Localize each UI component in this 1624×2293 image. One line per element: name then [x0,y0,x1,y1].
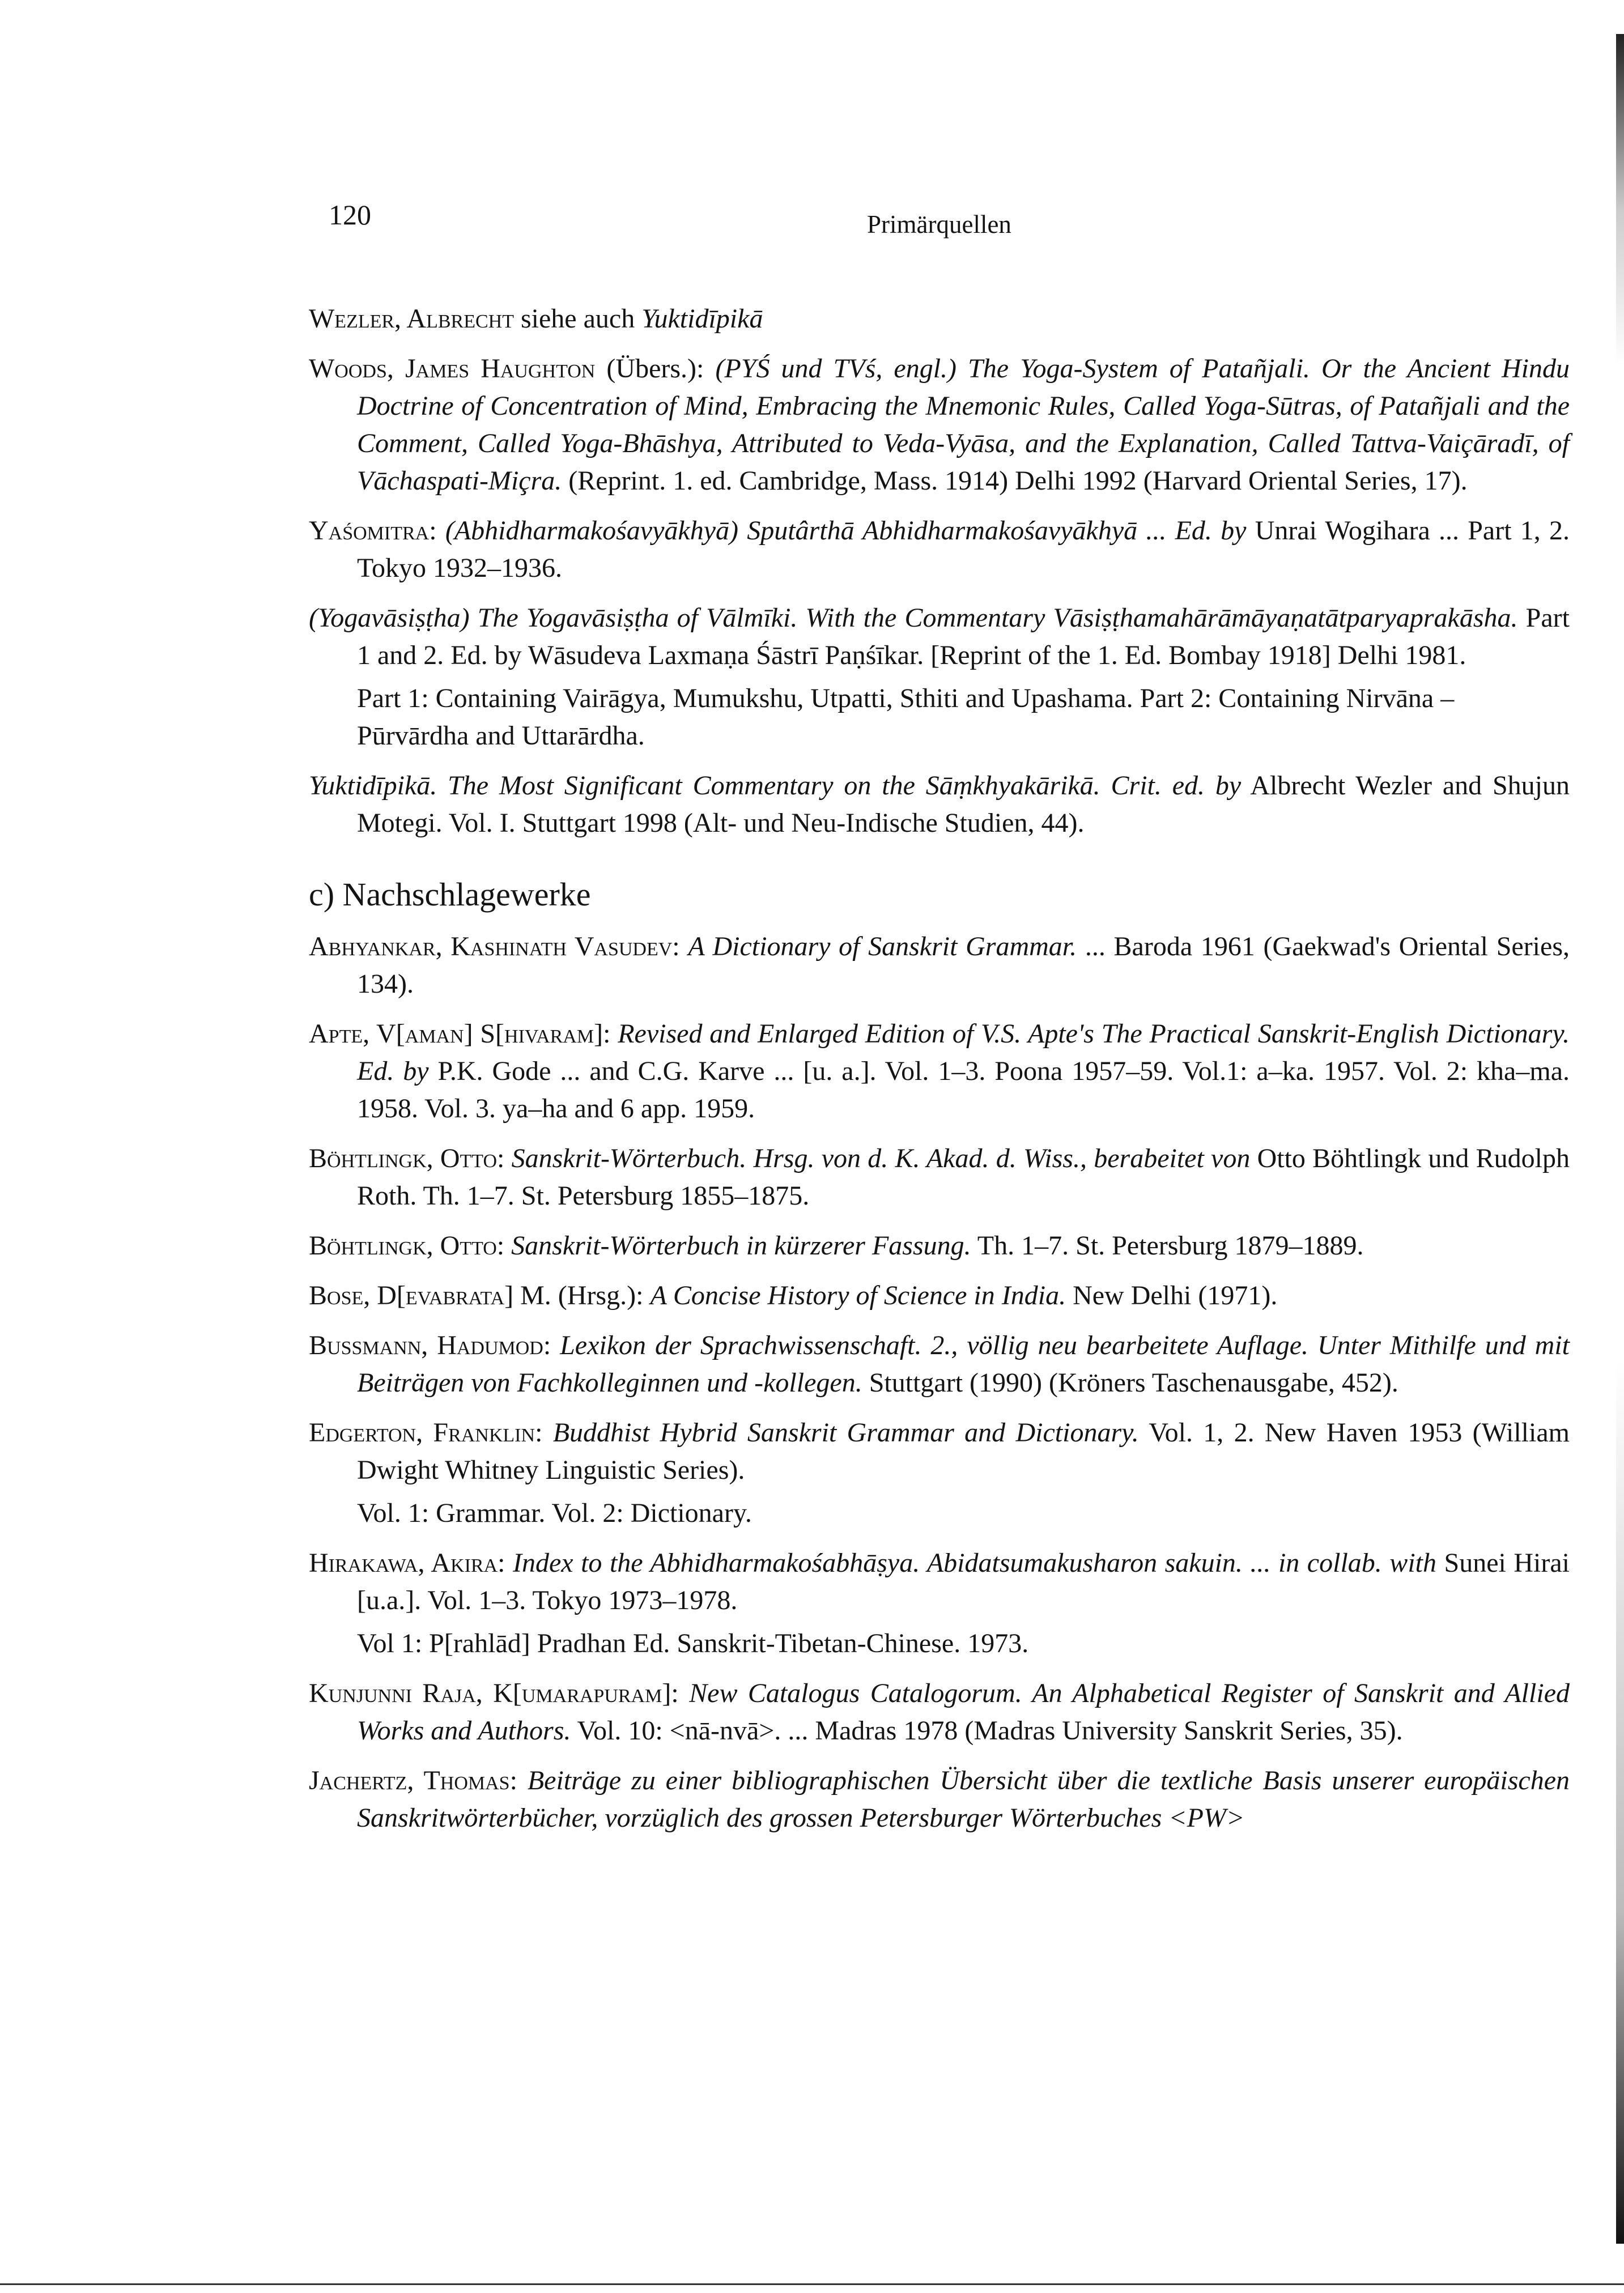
scan-edge [1616,34,1624,2244]
entry-body-plain: : [429,516,445,546]
bib-entry [309,1414,1570,1489]
entry-author: Woods, James Haughton [309,354,596,384]
entries-bottom [309,928,1570,1837]
entry-author: Abhyankar, Kashinath Vasudev [309,931,673,962]
entry-title: (Abhidharmakośavyākhyā) Sputârthā Abhidharmakośavyākhyā ... Ed. by [445,516,1247,546]
entry-body-plain: : [543,1330,560,1360]
bib-entry [309,350,1570,500]
entries-top [309,300,1570,842]
entry-title: Index to the Abhidharmakośabhāṣya. Abidatsumakusharon sakuin. ... in collab. with [512,1548,1436,1578]
entry-rest: Sunei Hirai [u.a.]. Vol. 1–3. Tokyo 1973–1978. [357,1548,1570,1615]
entry-title: Sanskrit-Wörterbuch in kürzerer Fassung. [511,1231,971,1261]
entry-rest: Vol. 1, 2. New Haven 1953 (William Dwight Whitney Linguistic Series). [357,1418,1570,1485]
page-number: 120 [329,199,371,231]
bib-entry [309,599,1570,674]
entry-rest: P.K. Gode ... and C.G. Karve ... [u. a.]. Vol. 1–3. Poona 1957–59. Vol.1: a–ka. 1957. Vol. 2: kha–ma. 1958. Vol. 3. ya–ha and 6 app. 1959. [357,1056,1570,1124]
entry-author: Jachertz, Thomas [309,1766,510,1796]
entry-body-plain: : [535,1418,553,1448]
entry-body-plain: : [497,1143,512,1173]
bib-entry [309,1327,1570,1402]
entry-rest: Vol. 10: <nā-nvā>. ... Madras 1978 (Madras University Sanskrit Series, 35). [571,1716,1403,1746]
entry-title: (PYŚ und TVś, engl.) The Yoga-System of Patañjali. Or the Ancient Hindu Doctrine of Concentration of Mind, Embracing the Mnemonic Rules, Called Yoga-Sūtras, of Patañjali and the Comment, Called Yoga-Bhāshya, Attributed to Veda-Vyāsa, and the Explanation, Called Tattva-Vaiçāradī, of Vāchaspati-Miçra. [357,354,1570,496]
entry-author: Hirakawa, Akira [309,1548,498,1578]
entry-rest: Stuttgart (1990) (Kröners Taschenausgabe, 452). [862,1368,1398,1398]
entry-title: New Catalogus Catalogorum. An Alphabetical Register of Sanskrit and Allied Works and Authors. [357,1678,1570,1746]
section-heading: c) Nachschlagewerke [309,876,591,913]
entry-body-plain: : [509,1766,528,1796]
bib-entry [309,1675,1570,1750]
bib-entry [309,1140,1570,1215]
entry-rest: (Reprint. 1. ed. Cambridge, Mass. 1914) Delhi 1992 (Harvard Oriental Series, 17). [562,466,1468,496]
entry-title: Buddhist Hybrid Sanskrit Grammar and Dictionary. [552,1418,1139,1448]
entry-body-plain: : [671,1678,690,1708]
entry-rest: Part 1 and 2. Ed. by Wāsudeva Laxmaṇa Śāstrī Paṇśīkar. [Reprint of the 1. Ed. Bombay 1918] Delhi 1981. [357,603,1570,670]
entry-rest: Unrai Wogihara ... Part 1, 2. Tokyo 1932–1936. [357,516,1570,583]
entry-sub-line: Part 1: Containing Vairāgya, Mumukshu, Utpatti, Sthiti and Upashama. Part 2: Containing Nirvāna – Pūrvārdha and Uttarārdha. [357,683,1455,751]
entry-body-plain: siehe auch [513,304,642,334]
entry-title: A Concise History of Science in India. [650,1280,1066,1311]
bib-entry [309,928,1570,1003]
entry-author: Bussmann, Hadumod [309,1330,543,1360]
entry-rest: New Delhi (1971). [1066,1280,1278,1311]
entry-rest: Th. 1–7. St. Petersburg 1879–1889. [971,1231,1364,1261]
entry-body-plain: : [496,1231,512,1261]
entry-body-plain: : [672,931,688,962]
entry-rest: Albrecht Wezler and Shujun Motegi. Vol. I. Stuttgart 1998 (Alt- und Neu-Indische Studien, 44). [357,771,1570,838]
entry-title: Revised and Enlarged Edition of V.S. Apte's The Practical Sanskrit-English Dictionary. Ed. by [357,1019,1570,1086]
bibliography [309,300,1570,1849]
entry-author: Edgerton, Franklin [309,1418,535,1448]
entry-rest: Otto Böhtlingk und Rudolph Roth. Th. 1–7. St. Petersburg 1855–1875. [357,1143,1570,1211]
entry-author: Kunjunni Raja, K[umarapuram] [309,1678,671,1708]
bib-entry [309,512,1570,587]
bib-entry [309,1015,1570,1128]
entry-author: Böhtlingk, Otto [309,1143,498,1173]
entry-title: Sanskrit-Wörterbuch. Hrsg. von d. K. Akad. d. Wiss., berabeitet von [511,1143,1251,1173]
entry-author: Bose, D[evabrata] M. [309,1280,551,1311]
bib-entry [309,1277,1570,1314]
entry-author: Wezler, Albrecht [309,304,514,334]
bib-entry [309,300,1570,338]
entry-title: Yuktidīpikā [641,304,763,334]
entry-title: Lexikon der Sprachwissenschaft. 2., völlig neu bearbeitete Auflage. Unter Mithilfe und mit Beiträgen von Fachkolleginnen und -kollegen. [357,1330,1570,1398]
scan-bottom-rule [0,2283,1624,2285]
entry-title: Beiträge zu einer bibliographischen Übersicht über die textliche Basis unserer europäischen Sanskritwörterbücher, vorzüglich des grossen Petersburger Wörterbuches <PW> [357,1766,1570,1833]
bib-entry [309,1762,1570,1837]
entry-title: (Yogavāsiṣṭha) The Yogavāsiṣṭha of Vālmīki. With the Commentary Vāsiṣṭhamahārāmāyaṇatātparyaprakāsha. [309,603,1518,633]
entry-body-plain: : [603,1019,618,1049]
entry-rest: ... Baroda 1961 (Gaekwad's Oriental Series, 134). [357,931,1570,999]
bib-entry [309,1545,1570,1619]
entry-author: Yaśomitra [309,516,430,546]
entry-sub-line: Vol. 1: Grammar. Vol. 2: Dictionary. [357,1498,752,1528]
entry-body-plain: (Übers.): [595,354,716,384]
running-head: Primärquellen [867,210,1011,239]
entry-sub-line: Vol 1: P[rahlād] Pradhan Ed. Sanskrit-Tibetan-Chinese. 1973. [357,1628,1029,1658]
bib-entry [309,767,1570,842]
entry-title: A Dictionary of Sanskrit Grammar. [688,931,1077,962]
bib-entry [309,1227,1570,1265]
entry-body-plain: : [498,1548,513,1578]
entry-body-plain: (Hrsg.): [551,1280,651,1311]
entry-title: Yuktidīpikā. The Most Significant Commentary on the Sāṃkhyakārikā. Crit. ed. by [309,771,1242,801]
entry-author: Apte, V[aman] S[hivaram] [309,1019,603,1049]
entry-author: Böhtlingk, Otto [309,1231,497,1261]
